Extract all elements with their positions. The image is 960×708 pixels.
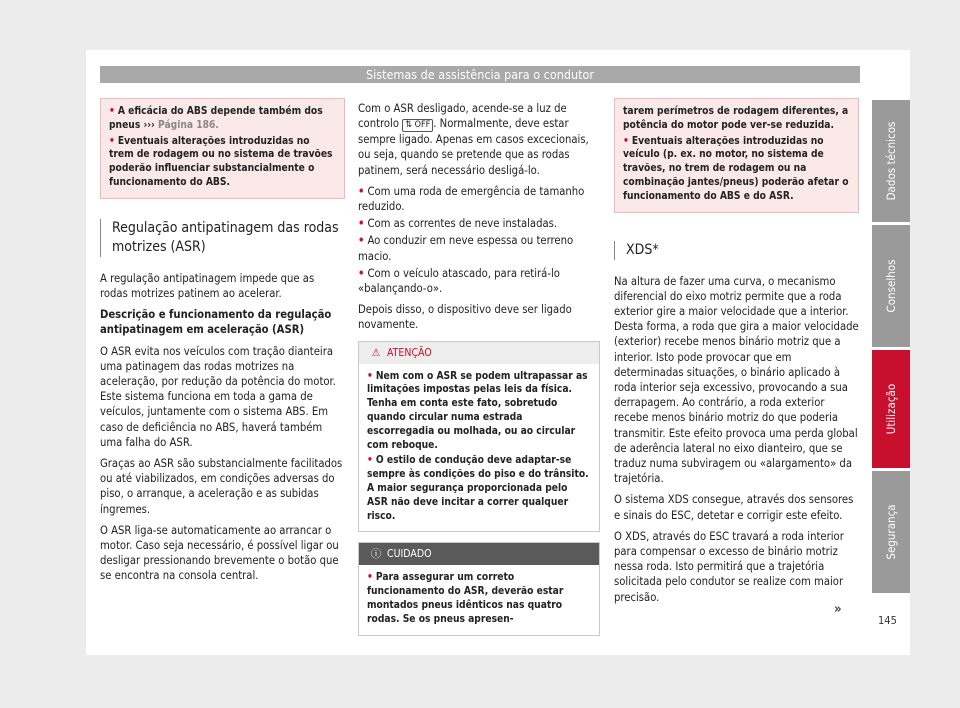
asr-off-icon: ⇅ OFF (402, 119, 433, 132)
paragraph: Depois disso, o dispositivo deve ser ligado novamente. (358, 303, 572, 332)
paragraph: Com o ASR desligado, acende-se a luz de controlo ⇅ OFF . Normalmente, deve estar sempre ligado. Apenas em casos excecionais, ou seja, quando se pretende que as rodas patinem, será necessário desligá-lo. (358, 102, 589, 177)
caution-item: • Para assegurar um correto funcionamento do ASR, deverão estar montados pneus idênticos nas quatro rodas. Se os pneus apresen- (367, 572, 564, 625)
paragraph: Graças ao ASR são substancialmente facilitados ou até viabilizados, em condições adversas do piso, o arranque, a aceleração e as subidas íngremes. (100, 457, 343, 516)
paragraph: O ASR evita nos veículos com tração dianteira uma patinagem das rodas motrizes na aceleração, por redução da potência do motor. Este sistema funciona em toda a gama de veículos, juntamente com o sistema ABS. Em caso de deficiência no ABS, haverá também uma falha do ASR. (100, 344, 336, 449)
list-item: • Com o veículo atascado, para retirá-lo «balançando-o». (358, 266, 560, 296)
caution-circle-icon: ⓘ (370, 548, 382, 561)
tab-utilizacao[interactable]: Utilização (872, 350, 910, 468)
paragraph: O XDS, através do ESC travará a roda interior para compensar o excesso de binário motriz nessa roda. Isto permitirá que a trajetória solicitada pelo condutor se realize com maior precisão. (614, 529, 844, 604)
caution-header: ⓘ CUIDADO (359, 543, 599, 565)
chapter-tabs (872, 100, 910, 593)
note-item: • Eventuais alterações introduzidas no trem de rodagem ou no sistema de travões poderão influenciar substancialmente o funcionamento do ABS. (109, 135, 333, 188)
subheading: Descrição e funcionamento da regulação antipatinagem em aceleração (ASR) (100, 308, 332, 337)
tab-dados-tecnicos[interactable]: Dados técnicos (872, 100, 910, 222)
list-item: • Com as correntes de neve instaladas. (358, 217, 558, 231)
note-continuation: tarem perímetros de rodagem diferentes, a potência do motor pode ver-se reduzida. (623, 106, 849, 131)
paragraph: O sistema XDS consegue, através dos sensores e sinais do ESC, detetar e corrigir este efeito. (614, 493, 854, 522)
warning-triangle-icon: ⚠ (371, 346, 381, 359)
warning-item: • O estilo de condução deve adaptar-se sempre às condições do piso e do trânsito. A maior segurança proporcionada pelo ASR não deve incitar a correr qualquer risco. (367, 455, 589, 522)
warning-header: ⚠ ATENÇÃO (359, 342, 599, 364)
warning-item: • Nem com o ASR se podem ultrapassar as limitações impostas pelas leis da física. Tenha em conta este fato, sobretudo quando circular numa estrada escorregadia ou molhada, ou ao circular com reboque. (367, 370, 588, 451)
page-header: Sistemas de assistência para o condutor (100, 66, 860, 83)
tab-conselhos[interactable]: Conselhos (872, 225, 910, 347)
column-1 (100, 98, 345, 590)
warning-box (358, 341, 600, 533)
note-box (100, 98, 345, 199)
list-item: • Ao conduzir em neve espessa ou terreno macio. (358, 234, 574, 263)
continue-arrow: » (834, 602, 842, 617)
section-heading: XDS* (614, 241, 859, 260)
caution-box (358, 542, 600, 635)
tab-seguranca[interactable]: Segurança (872, 471, 910, 593)
column-2 (358, 101, 600, 636)
paragraph: O ASR liga-se automaticamente ao arrancar o motor. Caso seja necessário, é possível ligar ou desligar pressionando brevemente o botão que se encontra na consola central. (100, 523, 339, 583)
note-item: • Eventuais alterações introduzidas no veículo (p. ex. no motor, no sistema de travões, no trem de rodagem ou na combinação jantes/pneus) poderão afetar o funcionamento do ABS e do ASR. (623, 135, 849, 202)
column-3 (614, 98, 859, 611)
paragraph: Na altura de fazer uma curva, o mecanismo diferencial do eixo motriz permite que a roda exterior gire a maior velocidade que a interior. Desta forma, a roda que gira a maior velocidade (exterior) recebe menos binário motriz que a interior. Isto pode provocar que em determinadas situações, o binário aplicado à roda interior seja excessivo, provocando a sua derrapagem. Ao contrário, a roda exterior recebe menos binário motriz do que poderia transmitir. Este efeito provoca uma perda global de aderência lateral no eixo dianteiro, que se traduz numa subviragem ou «alargamento» da trajetória. (614, 274, 859, 486)
page-number: 145 (878, 614, 897, 627)
paragraph: A regulação antipatinagem impede que as rodas motrizes patinem ao acelerar. (100, 271, 315, 300)
list-item: • Com uma roda de emergência de tamanho reduzido. (358, 184, 585, 214)
note-box (614, 98, 859, 213)
section-heading: Regulação antipatinagem das rodas motrizes (ASR) (100, 219, 345, 257)
note-item: • A eficácia do ABS depende também dos pneus ››› Página 186. (109, 106, 323, 131)
